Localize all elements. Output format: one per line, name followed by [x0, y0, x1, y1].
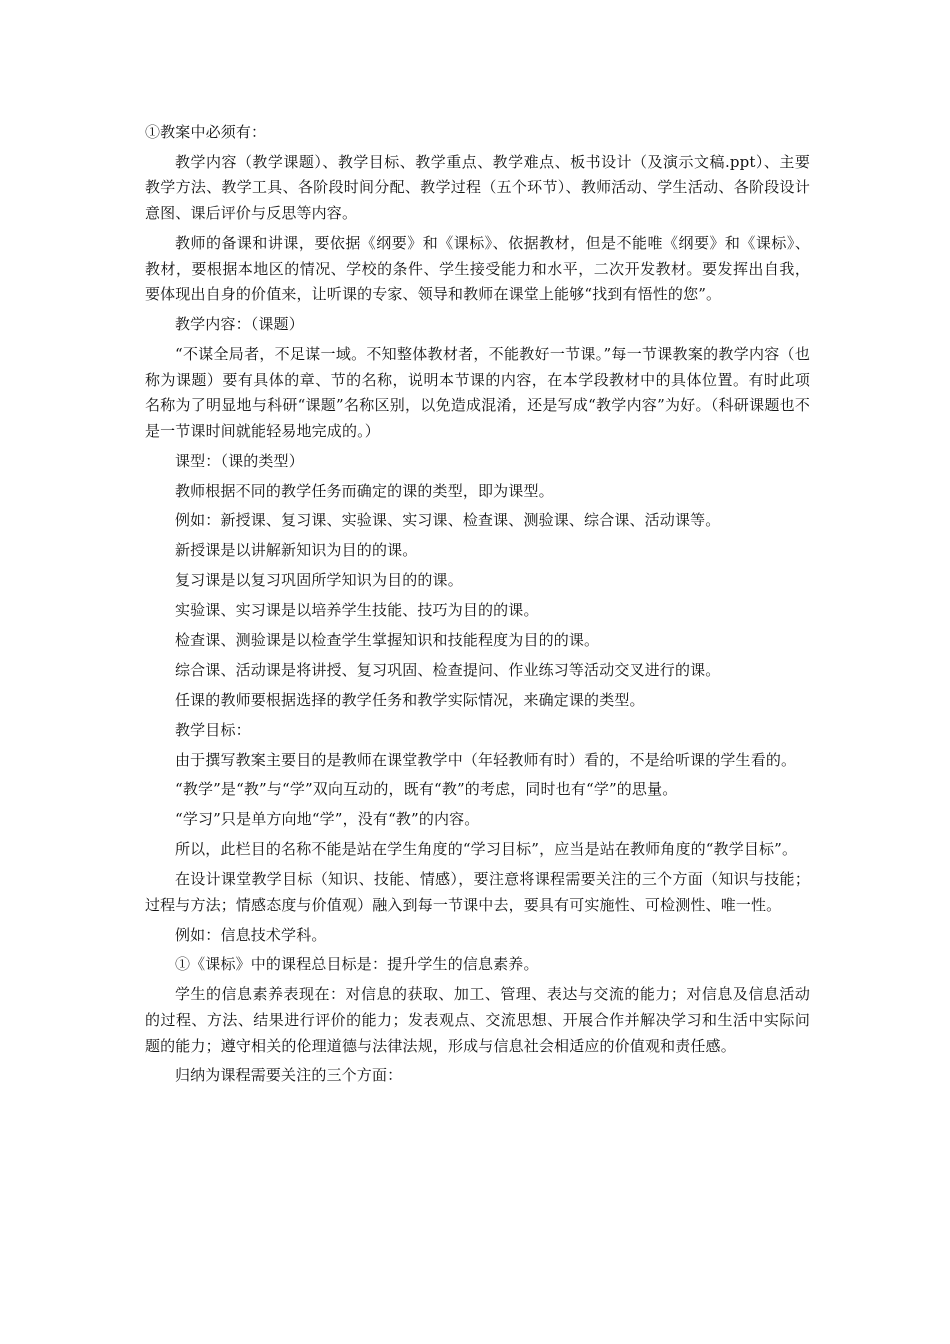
paragraph: “不谋全局者，不足谋一域。不知整体教材者，不能教好一节课。”每一节课教案的教学内容（也称为课题）要有具体的章、节的名称，说明本节课的内容，在本学段教材中的具体位置。有时此项名称为了明显地与科研“课题”名称区别，以免造成混淆，还是写成“教学内容”为好。（科研课题也不是一节课时间就能轻易地完成的。） [145, 344, 810, 440]
paragraph: 由于撰写教案主要目的是教师在课堂教学中（年轻教师有时）看的，不是给听课的学生看的。 [175, 750, 797, 769]
paragraph: ①《课标》中的课程总目标是：提升学生的信息素养。 [175, 955, 539, 974]
section-heading: ①教案中必须有： [145, 123, 267, 141]
paragraph: 在设计课堂教学目标（知识、技能、情感），要注意将课程需要关注的三个方面（知识与技能；过程与方法；情感态度与价值观）融入到每一节课中去，要具有可实施性、可检测性、唯一性。 [145, 870, 810, 914]
paragraph: “学习”只是单方向地“学”，没有“教”的内容。 [175, 810, 480, 829]
paragraph: 教师的备课和讲课，要依据《纲要》和《课标》、依据教材，但是不能唯《纲要》和《课标》、教材，要根据本地区的情况、学校的条件、学生接受能力和水平，二次开发教材。要发挥出自我，要体现出自身的价值来，让听课的专家、领导和教师在课堂上能够“找到有悟性的您”。 [145, 233, 810, 304]
paragraph: 检查课、测验课是以检查学生掌握知识和技能程度为目的的课。 [175, 630, 600, 649]
paragraph: 教学内容（教学课题）、教学目标、教学重点、教学难点、板书设计（及演示文稿.ppt）、主要教学方法、教学工具、各阶段时间分配、教学过程（五个环节）、教师活动、学生活动、各阶段设计意图、课后评价与反思等内容。 [145, 152, 810, 223]
document-body [145, 120, 810, 1093]
paragraph: 例如：信息技术学科。 [175, 925, 327, 944]
paragraph: 例如：新授课、复习课、实验课、实习课、检查课、测验课、综合课、活动课等。 [175, 511, 721, 530]
paragraph: 归纳为课程需要关注的三个方面： [175, 1066, 403, 1085]
paragraph: 任课的教师要根据选择的教学任务和教学实际情况，来确定课的类型。 [175, 690, 645, 709]
paragraph: 复习课是以复习巩固所学知识为目的的课。 [175, 571, 463, 590]
paragraph: 实验课、实习课是以培养学生技能、技巧为目的的课。 [175, 601, 539, 620]
section-title-teaching-objectives: 教学目标： [175, 720, 251, 739]
paragraph: 新授课是以讲解新知识为目的的课。 [175, 541, 418, 560]
paragraph: 所以，此栏目的名称不能是站在学生角度的“学习目标”，应当是站在教师角度的“教学目标”。 [175, 840, 798, 859]
section-title-lesson-type: 课型：（课的类型） [175, 451, 304, 470]
paragraph: 学生的信息素养表现在：对信息的获取、加工、管理、表达与交流的能力；对信息及信息活动的过程、方法、结果进行评价的能力；发表观点、交流思想、开展合作并解决学习和生活中实际问题的能力；遵守相关的伦理道德与法律法规，形成与信息社会相适应的价值观和责任感。 [145, 985, 810, 1055]
section-title-teaching-content: 教学内容：（课题） [175, 315, 304, 334]
paragraph: 综合课、活动课是将讲授、复习巩固、检查提问、作业练习等活动交叉进行的课。 [175, 660, 721, 679]
paragraph: “教学”是“教”与“学”双向互动的，既有“教”的考虑，同时也有“学”的思量。 [175, 780, 678, 799]
paragraph: 教师根据不同的教学任务而确定的课的类型，即为课型。 [175, 481, 554, 500]
